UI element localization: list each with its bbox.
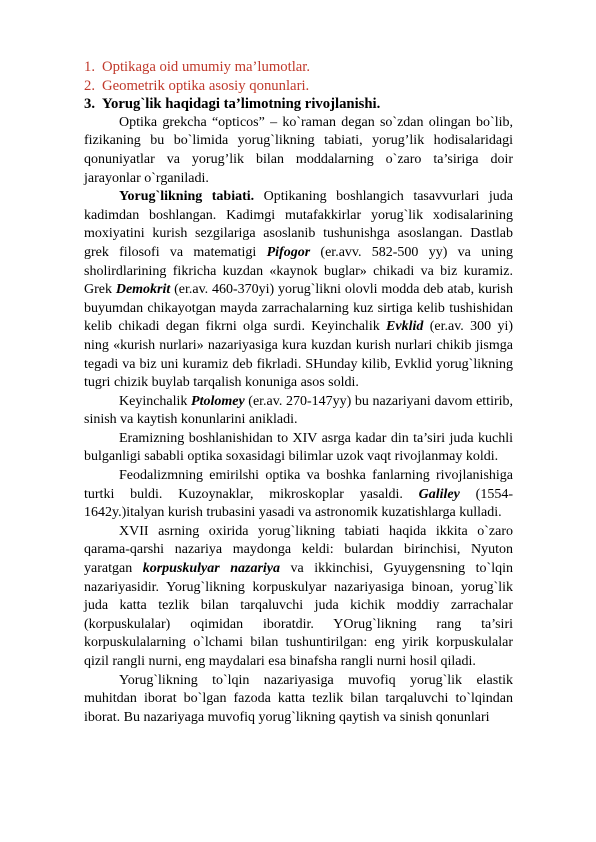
outline-item-2[interactable]: 2. Geometrik optika asosiy qonunlari. (84, 77, 310, 94)
paragraph-heading: Yorug`likning tabiati. (119, 189, 255, 205)
paragraph-intro: Optika grekcha “opticos” – ko`raman degan so`zdan olingan bo`lib, fizikaning bu bo`limida yorug`likning tabiati, yorug’lik hodisalaridagi qonuniyatlar va yorug’lik bilan moddalarning o`zaro ta’siriga doir jarayonlar o`rganiladi. (84, 114, 513, 186)
paragraph-galiley: Feodalizmning emirilshi optika va boshka fanlarning rivojlanishiga turtki buldi. Kuzoynaklar, mikroskoplar yasaldi. Galiley (1554-1642y.)italyan kurish trubasini yasadi va astronomik kuzatishlarga kulladi. (84, 468, 513, 521)
paragraph-wave: Yorug`likning to`lqin nazariyasiga muvofiq yorug`lik elastik muhitdan iborat bo`lgan fazoda katta tezlik bilan tarqaluvchi to`lqindan iborat. Bu nazariyaga muvofiq yorug`likning qaytish va sinish qonunlari (84, 672, 513, 725)
paragraph-ptolomey: Keyinchalik Ptolomey (er.av. 270-147yy) bu nazariyani davom ettirib, sinish va kaytish konunlarini anikladi. (84, 393, 514, 428)
name-pifagor: Pifogor (266, 244, 311, 260)
outline-item-1[interactable]: 1. Optikaga oid umumiy ma’lumotlar. (84, 59, 311, 75)
document-page (84, 58, 513, 727)
name-demokrit: Demokrit (115, 282, 171, 298)
paragraph-middle-ages: Eramizning boshlanishidan to XIV asrga kadar din ta’siri juda kuchli bulganligi sababli optika soxasidagi bilimlar uzok vaqt rivojlanmay koldi. (84, 430, 513, 465)
name-galiley: Galiley (418, 486, 460, 502)
outline-list (84, 58, 513, 114)
term-corpuscular: korpuskulyar nazariya (142, 561, 281, 577)
name-ptolomey: Ptolomey (191, 393, 245, 409)
paragraph-nature: Yorug`likning tabiati. Optikaning boshlangich tasavvurlari juda kadimdan boshlangan. Kadimgi mutafakkirlar yorug`lik xodisalarining moxiyatini kurish sezgilariga asoslanib tushunishga asoslangan. Dastlab grek filosofi va matematigi Pifogor (er.avv. 582-500 yy) va uning sholirdlarining fikricha kuzdan «kaynok buglar» chikadi va biz kuramiz. Grek Demokrit (er.av. 460-370yi) yorug`likni olovli modda deb atab, kurish buyumdan chikayotgan mayda zarrachalarning kuz sirtiga kelib tushishidan kelib chikadi degan fikrni olga surdi. Keyinchalik Evklid (er.av. 300 yi) ning «kurish nurlari» nazariyasiga kura kuzdan kurish nurlari chikib jismga tegadi va biz uni kuramiz deb fikrladi. SHunday kilib, Evklid yorug`likning tugri chizik buylab tarqalish konuniga asos soldi. (84, 189, 514, 391)
section-heading: 3. Yorug`lik haqidagi ta’limotning rivojlanishi. (84, 96, 381, 113)
paragraph-corpuscular: XVII asrning oxirida yorug`likning tabiati haqida ikkita o`zaro qarama-qarshi nazariya maydonga keldi: bulardan birinchisi, Nyuton yaratgan korpuskulyar nazariya va ikkinchisi, Gyuygensning to`lqin nazariyasidir. Yorug`likning korpuskulyar nazariyasiga binoan, yorug`lik juda katta tezlik bilan tarqaluvchi juda kichik moddiy zarrachalar (korpuskulalar) oqimidan iboratdir. YOrug`likning rang ta’siri korpuskulalarning o`lchami bilan tushuntirilgan: eng yirik korpuskulalar qizil rangli nurni, eng maydalari esa binafsha rangli nurni hosil qiladi. (84, 523, 513, 669)
name-evklid: Evklid (386, 319, 424, 335)
